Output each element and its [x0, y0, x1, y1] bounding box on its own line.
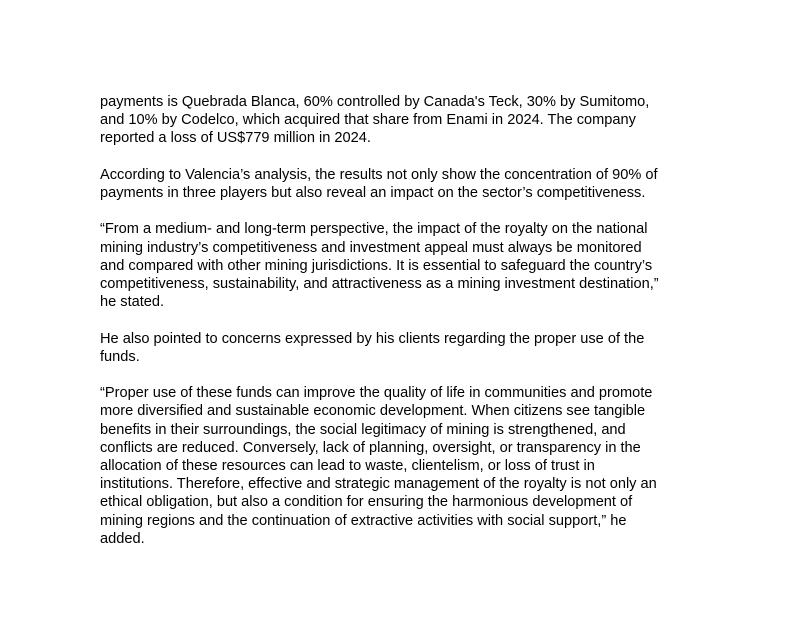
text-line: mining regions and the continuation of extractive activities with social support,” he [100, 512, 627, 529]
text-line: and compared with other mining jurisdictions. It is essential to safeguard the country’s [100, 257, 653, 274]
text-line: and 10% by Codelco, which acquired that share from Enami in 2024. The company [100, 112, 636, 129]
text-line: ethical obligation, but also a condition for ensuring the harmonious development of [100, 494, 633, 511]
paragraph-valencia-analysis [100, 166, 700, 202]
text-line: payments is Quebrada Blanca, 60% controlled by Canada's Teck, 30% by Sumitomo, [100, 94, 650, 110]
text-line: allocation of these resources can lead to waste, clientelism, or loss of trust in [100, 458, 595, 474]
text-line: “From a medium- and long-term perspective, the impact of the royalty on the national [100, 221, 648, 238]
text-line: conflicts are reduced. Conversely, lack of planning, oversight, or transparency in the [100, 439, 641, 456]
text-line: institutions. Therefore, effective and strategic management of the royalty is not only an [100, 476, 657, 493]
text-line: funds. [100, 348, 140, 365]
paragraph-client-concerns [100, 330, 700, 366]
text-line: mining industry’s competitiveness and investment appeal must always be monitored [100, 239, 642, 256]
text-line: payments in three players but also reveal an impact on the sector’s competitiveness. [100, 185, 646, 201]
text-line: “Proper use of these funds can improve the quality of life in communities and promote [100, 385, 653, 402]
text-line: more diversified and sustainable economic development. When citizens see tangible [100, 403, 646, 420]
text-line: he stated. [100, 294, 165, 311]
paragraph-quote-proper-use [100, 384, 700, 548]
text-line: added. [100, 530, 145, 547]
document-body [100, 93, 700, 548]
text-line: competitiveness, sustainability, and attractiveness as a mining investment destination,” [100, 276, 659, 292]
paragraph-quote-competitiveness [100, 220, 700, 311]
text-line: reported a loss of US$779 million in 2024. [100, 130, 371, 147]
paragraph-quebrada-blanca [100, 93, 700, 148]
text-line: He also pointed to concerns expressed by his clients regarding the proper use of the [100, 330, 645, 347]
text-line: According to Valencia’s analysis, the results not only show the concentration of 90% of [100, 166, 658, 183]
text-line: benefits in their surroundings, the social legitimacy of mining is strengthened, and [100, 421, 626, 438]
